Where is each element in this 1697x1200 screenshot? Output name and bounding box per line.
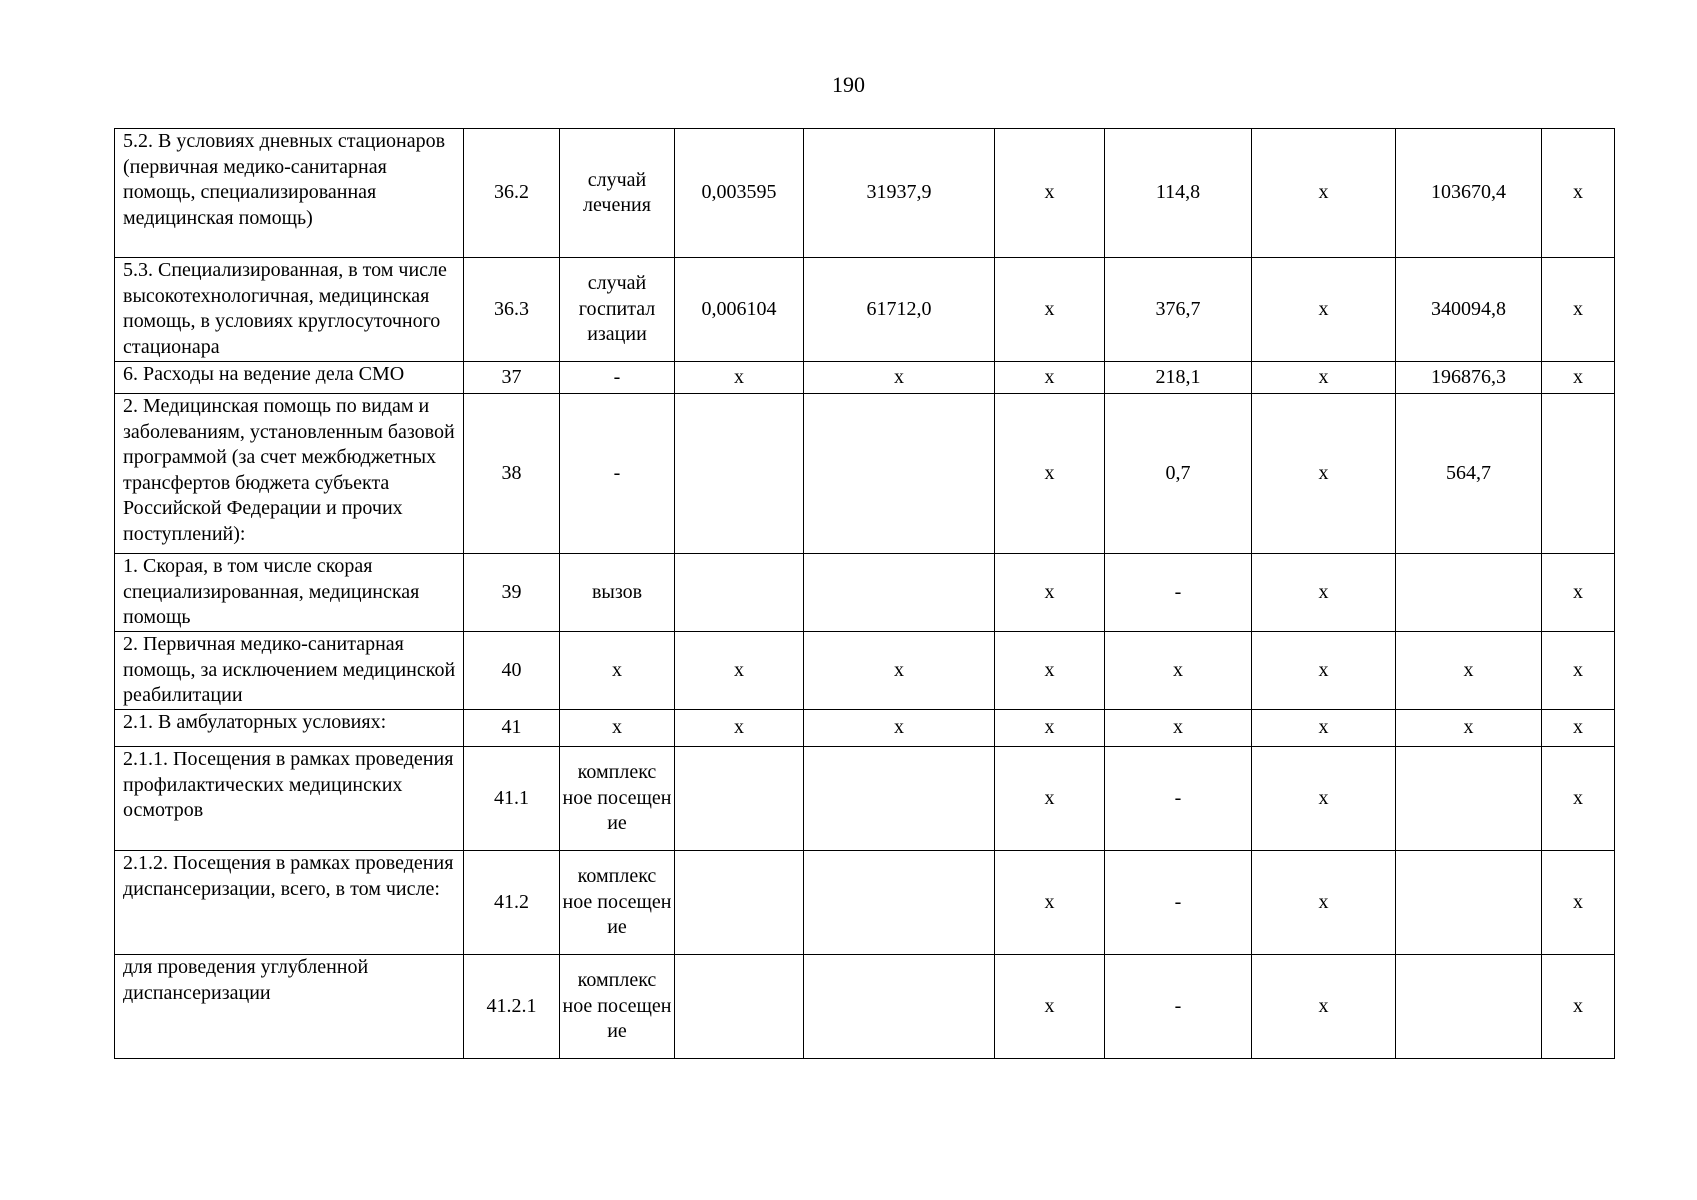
table-cell: х [995, 955, 1105, 1059]
table-row [115, 632, 1615, 710]
table-cell [804, 394, 995, 554]
table-cell: х [1542, 362, 1615, 394]
table-cell: 0,006104 [675, 258, 804, 362]
row-unit-cell: случай лечения [560, 129, 675, 258]
row-name-cell: 1. Скорая, в том числе скорая специализированная, медицинская помощь [115, 554, 464, 632]
table-row [115, 955, 1615, 1059]
table-cell [804, 747, 995, 851]
table-cell: 0,7 [1105, 394, 1252, 554]
table-cell: х [995, 129, 1105, 258]
table-cell: - [1105, 955, 1252, 1059]
table-cell: х [675, 710, 804, 747]
table-cell: х [1105, 632, 1252, 710]
table-cell [1542, 394, 1615, 554]
row-name-cell: 2. Медицинская помощь по видам и заболеваниям, установленным базовой программой (за счет межбюджетных трансфертов бюджета субъекта Российской Федерации и прочих поступлений): [115, 394, 464, 554]
table-cell: х [804, 362, 995, 394]
table-cell: - [1105, 851, 1252, 955]
table-cell: - [1105, 747, 1252, 851]
table-cell: х [1105, 710, 1252, 747]
table-cell: х [1396, 632, 1542, 710]
table-cell: х [995, 554, 1105, 632]
table-cell: х [1542, 851, 1615, 955]
table-row [115, 129, 1615, 258]
row-name-cell: 2.1.1. Посещения в рамках проведения профилактических медицинских осмотров [115, 747, 464, 851]
table-cell [804, 955, 995, 1059]
table-cell: х [995, 362, 1105, 394]
table-cell: х [1542, 747, 1615, 851]
table-cell: х [1542, 710, 1615, 747]
row-name-cell: для проведения углубленной диспансеризации [115, 955, 464, 1059]
table-cell [804, 851, 995, 955]
table-row [115, 710, 1615, 747]
table-cell: х [804, 710, 995, 747]
row-code-cell: 36.3 [464, 258, 560, 362]
table-row [115, 747, 1615, 851]
table-cell: х [1252, 710, 1396, 747]
table-cell: х [995, 710, 1105, 747]
table-cell: 61712,0 [804, 258, 995, 362]
row-name-cell: 6. Расходы на ведение дела СМО [115, 362, 464, 394]
row-unit-cell: х [560, 710, 675, 747]
table-cell [1396, 851, 1542, 955]
table-cell [675, 955, 804, 1059]
table-cell: х [995, 747, 1105, 851]
table-cell: 31937,9 [804, 129, 995, 258]
row-name-cell: 5.2. В условиях дневных стационаров (первичная медико-санитарная помощь, специализированная медицинская помощь) [115, 129, 464, 258]
table-cell: х [1252, 362, 1396, 394]
table-cell: х [995, 851, 1105, 955]
row-code-cell: 39 [464, 554, 560, 632]
table-cell: х [1396, 710, 1542, 747]
table-cell: 196876,3 [1396, 362, 1542, 394]
row-name-cell: 2.1. В амбулаторных условиях: [115, 710, 464, 747]
table-row [115, 362, 1615, 394]
row-unit-cell: комплекс ное посещен ие [560, 851, 675, 955]
table-cell [804, 554, 995, 632]
row-unit-cell: случай госпитал изации [560, 258, 675, 362]
row-code-cell: 38 [464, 394, 560, 554]
table-row [115, 258, 1615, 362]
table-cell: х [1542, 632, 1615, 710]
table-cell: 218,1 [1105, 362, 1252, 394]
table-cell: х [995, 394, 1105, 554]
row-unit-cell: х [560, 632, 675, 710]
table-cell [675, 554, 804, 632]
row-name-cell: 5.3. Специализированная, в том числе высокотехнологичная, медицинская помощь, в условиях круглосуточного стационара [115, 258, 464, 362]
page-number: 190 [832, 72, 865, 97]
table-cell [1396, 554, 1542, 632]
row-code-cell: 41.1 [464, 747, 560, 851]
row-code-cell: 40 [464, 632, 560, 710]
row-name-cell: 2. Первичная медико-санитарная помощь, за исключением медицинской реабилитации [115, 632, 464, 710]
table-cell: х [1252, 955, 1396, 1059]
table-cell: х [1252, 258, 1396, 362]
table-cell: 103670,4 [1396, 129, 1542, 258]
table-cell: х [1542, 955, 1615, 1059]
row-code-cell: 41 [464, 710, 560, 747]
row-unit-cell: комплекс ное посещен ие [560, 955, 675, 1059]
table-row [115, 394, 1615, 554]
table-cell: х [995, 632, 1105, 710]
table-cell [1396, 747, 1542, 851]
table-cell: х [1252, 554, 1396, 632]
table-cell: 340094,8 [1396, 258, 1542, 362]
table-cell: х [1542, 554, 1615, 632]
table-cell: х [1252, 394, 1396, 554]
row-unit-cell: - [560, 394, 675, 554]
row-unit-cell: комплекс ное посещен ие [560, 747, 675, 851]
table-cell: - [1105, 554, 1252, 632]
table-cell: 564,7 [1396, 394, 1542, 554]
row-name-cell: 2.1.2. Посещения в рамках проведения диспансеризации, всего, в том числе: [115, 851, 464, 955]
table-cell: х [675, 362, 804, 394]
table-cell: х [1252, 851, 1396, 955]
table-cell: х [995, 258, 1105, 362]
table-cell [1396, 955, 1542, 1059]
table-cell: 114,8 [1105, 129, 1252, 258]
table-cell: х [1252, 632, 1396, 710]
table-row [115, 851, 1615, 955]
table-cell: х [1542, 129, 1615, 258]
row-unit-cell: - [560, 362, 675, 394]
table-cell [675, 851, 804, 955]
data-table [114, 128, 1615, 1059]
table-row [115, 554, 1615, 632]
row-code-cell: 41.2 [464, 851, 560, 955]
table-cell: х [1542, 258, 1615, 362]
table-cell: х [675, 632, 804, 710]
table-cell: х [1252, 129, 1396, 258]
row-code-cell: 36.2 [464, 129, 560, 258]
table-cell: 376,7 [1105, 258, 1252, 362]
row-code-cell: 41.2.1 [464, 955, 560, 1059]
table-cell [675, 747, 804, 851]
table-cell: х [1252, 747, 1396, 851]
table-cell [675, 394, 804, 554]
table-cell: х [804, 632, 995, 710]
table-cell: 0,003595 [675, 129, 804, 258]
row-unit-cell: вызов [560, 554, 675, 632]
row-code-cell: 37 [464, 362, 560, 394]
